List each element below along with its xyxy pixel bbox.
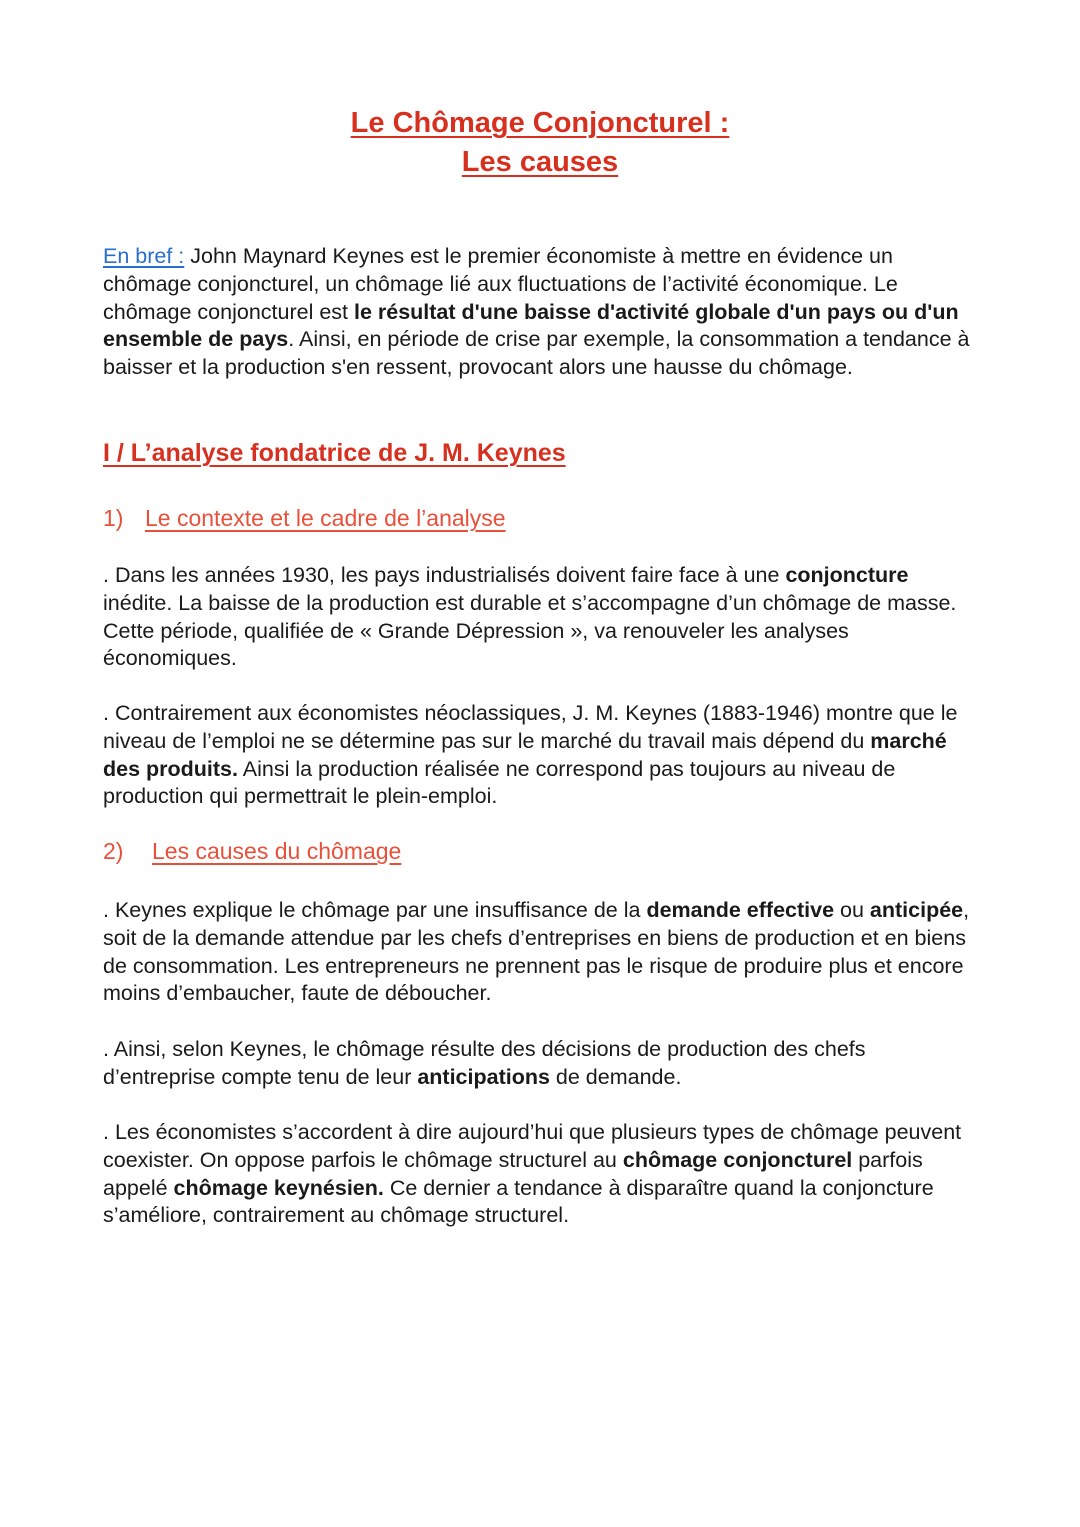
paragraph-2-text-2: Ainsi la production réalisée ne correspond pas toujours au niveau de production qui permettrait le plein-emploi. bbox=[103, 756, 896, 809]
paragraph-5-text-3: Ce dernier a tendance à disparaître quand la conjoncture s’améliore, contrairement au chômage structurel. bbox=[103, 1175, 934, 1228]
paragraph-3-bold-2: anticipée bbox=[869, 898, 964, 922]
paragraph-4-text-2: de demande. bbox=[549, 1064, 682, 1089]
paragraph-1 bbox=[103, 562, 983, 673]
en-bref-link[interactable]: En bref : bbox=[103, 244, 185, 268]
title-line-1: Le Chômage Conjoncturel : bbox=[350, 107, 730, 139]
paragraph-5-text-2: parfois appelé bbox=[103, 1147, 923, 1200]
subheading-1 bbox=[103, 505, 983, 533]
paragraph-2-bold-1: marché des produits. bbox=[103, 728, 947, 781]
paragraph-1-text-1: . Dans les années 1930, les pays industrialisés doivent faire face à une bbox=[103, 563, 786, 587]
paragraph-1-text-2: inédite. La baisse de la production est durable et s’accompagne d’un chômage de masse. Cette période, qualifiée de « Grande Dépression », va renouveler les analyses économiques. bbox=[103, 590, 957, 671]
page-title bbox=[0, 104, 1080, 182]
subheading-2-number: 2) bbox=[103, 838, 124, 864]
paragraph-4-bold-1: anticipations bbox=[417, 1064, 550, 1089]
subheading-2-label: Les causes du chômage bbox=[152, 838, 402, 864]
paragraph-3-bold-1: demande effective bbox=[646, 898, 835, 922]
paragraph-5-bold-2: chômage keynésien. bbox=[173, 1175, 384, 1200]
paragraph-4 bbox=[103, 1036, 983, 1092]
paragraph-5-text-1: . Les économistes s’accordent à dire aujourd’hui que plusieurs types de chômage peuvent coexister. On oppose parfois le chômage structurel au bbox=[103, 1120, 962, 1172]
paragraph-5-bold-1: chômage conjoncturel bbox=[622, 1147, 853, 1172]
intro-text-2: . Ainsi, en période de crise par exemple, la consommation a tendance à baisser et la production s'en ressent, provocant alors une hausse du chômage. bbox=[103, 327, 970, 380]
intro-text-1: John Maynard Keynes est le premier économiste à mettre en évidence un chômage conjoncturel, un chômage lié aux fluctuations de l’activité économique. Le chômage conjoncturel est bbox=[103, 244, 898, 324]
paragraph-5 bbox=[103, 1119, 983, 1230]
subheading-1-label: Le contexte et le cadre de l’analyse bbox=[145, 505, 506, 531]
paragraph-3-text-2: ou bbox=[834, 898, 870, 922]
subheading-1-number: 1) bbox=[103, 505, 124, 531]
paragraph-3 bbox=[103, 897, 983, 1008]
paragraph-2 bbox=[103, 700, 983, 811]
paragraph-3-text-1: . Keynes explique le chômage par une insuffisance de la bbox=[103, 898, 647, 922]
section-heading-1: I / L’analyse fondatrice de J. M. Keynes bbox=[103, 439, 566, 467]
paragraph-4-text-1: . Ainsi, selon Keynes, le chômage résulte des décisions de production des chefs d’entreprise compte tenu de leur bbox=[103, 1037, 866, 1089]
title-line-2: Les causes bbox=[461, 146, 619, 178]
paragraph-3-text-3: , soit de la demande attendue par les chefs d’entreprises en biens de production et en biens de consommation. Les entrepreneurs ne prennent pas le risque de produire plus et encore moins d’embaucher, faute de déboucher. bbox=[103, 898, 970, 1006]
paragraph-2-text-1: . Contrairement aux économistes néoclassiques, J. M. Keynes (1883-1946) montre que le niveau de l’emploi ne se détermine pas sur le marché du travail mais dépend du bbox=[103, 701, 958, 753]
paragraph-1-bold-1: conjoncture bbox=[785, 563, 909, 587]
intro-paragraph bbox=[103, 243, 983, 382]
subheading-2 bbox=[103, 838, 983, 866]
intro-bold-1: le résultat d'une baisse d'activité globale d'un pays ou d'un ensemble de pays bbox=[103, 299, 959, 352]
